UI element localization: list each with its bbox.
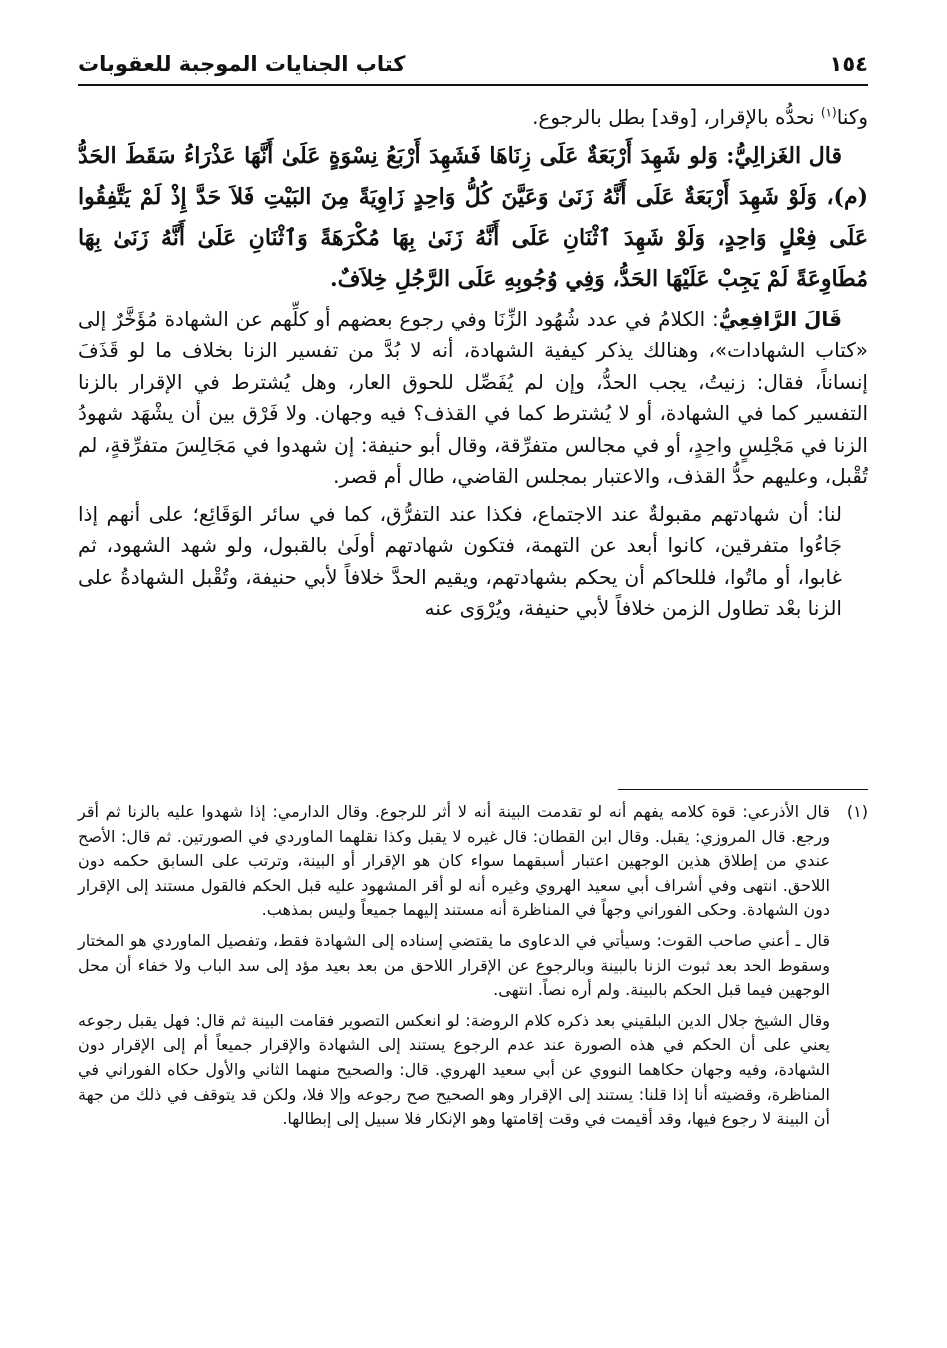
sharh-paragraph xyxy=(78,304,868,493)
opening-text: وكنا xyxy=(836,105,868,129)
running-header xyxy=(78,44,868,84)
main-text xyxy=(78,102,868,631)
book-title: كتاب الجنايات الموجبة للعقوبات xyxy=(78,52,406,76)
footnote-marker: (١) xyxy=(846,802,868,821)
footnote-item xyxy=(78,800,868,923)
sharh-text: : الكلامُ في عدد شُهُود الزِّنَا وفي رجوع بعضهم أو كلِّهم عن الشهادة مُؤَخَّرٌ إلى «كتاب الشهادات»، وهنالك يذكر كيفية الشهادة، أنه لا بُدَّ من تفسير الزنا بخلاف ما لو قَذَفَ إنساناً، فقال: زنيتُ، يجب الحدُّ، وإن لم يُفَصِّل للحوق العار، وهل يُشترط في الإقرار بالزنا التفسير كما في الشهادة، أو لا يُشترط كما في القذف؟ فيه وجهان. ولا فَرْق بين أن يشْهَد شهودُ الزنا في مَجْلِسٍ واحِدٍ، أو في مجالس متفرِّقة، وقال أبو حنيفة: إن شهدوا في مَجَالِسَ متفرِّقةٍ، لم تُقْبل، وعليهم حدُّ القذف، والاعتبار بمجلس القاضي، طال أم قصر. xyxy=(78,306,868,488)
matn-paragraph xyxy=(78,136,868,300)
argument-text: لنا: أن شهادتهم مقبولةٌ عند الاجتماع، فكذا عند التفرُّق، كما في سائر الوَقَائِع؛ على أنهم إذا جَاءُوا متفرقين، كانوا أبعد عن التهمة، فتكون شهادتهم أولَىٰ بالقبول، ولو شهد الشهود، ثم غابوا، أو ماتُوا، فللحاكم أن يحكم بشهادتهم، ويقيم الحدَّ خلافاً لأبي حنيفة، وتُقْبل الشهادةُ على الزنا بعْد تطاول الزمن خلافاً لأبي حنيفة، ويُرْوَى عنه xyxy=(78,501,842,620)
argument-paragraph xyxy=(78,499,868,625)
footnote-reference: (١) xyxy=(820,105,837,120)
matn-text: : وَلو شَهِدَ أَرْبَعَةٌ عَلَى زِنَاهَا فَشَهِدَ أَرْبَعُ نِسْوَةٍ عَلَىٰ أَنَّهَا عَذْرَاءُ سَقَطَ الحَدُّ (م)، وَلَوْ شَهِدَ أَرْبَعَةٌ عَلَى أَنَّهُ زَنَىٰ وَعَيَّنَ كُلُّ وَاحِدٍ زَاوِيَةً مِنَ البَيْتِ فَلاَ حَدَّ إِذْ لَمْ يَتَّفِقُوا عَلَى فِعْلٍ وَاحِدٍ، وَلَوْ شَهِدَ ٱثْنَانِ عَلَى أَنَّهُ زَنَىٰ بِهَا مُكْرَهَةً وَٱثْنَانِ عَلَىٰ أَنَّهُ زَنَىٰ بِهَا مُطَاوِعَةً لَمْ يَجِبْ عَلَيْهَا الحَدُّ، وَفِي وُجُوبِهِ عَلَى الرَّجُلِ خِلاَفٌ. xyxy=(78,142,868,292)
header-divider xyxy=(78,84,868,86)
footnote-divider xyxy=(618,789,868,790)
footnotes xyxy=(78,800,868,1138)
opening-paragraph xyxy=(78,102,868,134)
footnote-continuation: وقال الشيخ جلال الدين البلقيني بعد ذكره كلام الروضة: لو انعكس التصوير فقامت البينة ثم قال: فهل يقبل رجوعه يعني على أن الحكم في هذه الصورة عند عدم الرجوع يستند إلى الشهادة والإقرار جميعاً أم إلى الإقرار دون الشهادة، وفيه وجهان حكاهما النووي عن أبي سعيد الهروي. قال: والصحيح منهما الثاني والأول حكاه الفوراني في المناظرة، وقضيته أنا إذا قلنا: يستند إلى الإقرار وهو الصحيح صح رجوعه وإلا فلا، ولكن قد يتوقف في ذلك من جهة أن البينة لا رجوع فيها، وقد أقيمت في وقت إقامتها وهو الإنكار فلا سبيل إلى إبطالها. xyxy=(78,1010,830,1129)
footnote-text: قال الأذرعي: قوة كلامه يفهم أنه لو تقدمت البينة أنه لا أثر للرجوع. وقال الدارمي: إذا شهدوا عليه بالزنا ثم أقر ورجع. قال المروزي: يقبل. وقال ابن القطان: قال غيره لا يقبل وكذا نقلهما الماوردي في الصورتين. ثم قال: الأصح عندي من إطلاق هذين الوجهين اعتبار أسبقهما سواء كان هو الإقرار أو البينة، وترتب على السابق حكمه دون اللاحق. انتهى وفي أشراف أبي سعيد الهروي وغيره أنه لو أقر المشهود عليه قبل الحكم فالقول مستند إلى الإقرار دون الشهادة. وحكى الفوراني وجهاً في المناظرة أنه مستند إليهما جميعاً وليس بمذهب. xyxy=(78,802,830,920)
opening-text-continued: نحدُّه بالإقرار، [وقد] بطل بالرجوع. xyxy=(532,105,821,129)
sharh-speaker: قَالَ الرَّافِعِيُّ xyxy=(718,306,842,331)
matn-speaker: قال الغَزالِيُّ xyxy=(734,142,842,169)
page-number: ١٥٤ xyxy=(829,52,868,76)
footnote-continuation: قال ـ أعني صاحب القوت: وسيأتي في الدعاوى ما يقتضي إسناده إلى الشهادة فقط، وتفصيل الماوردي هو المختار وسقوط الحد بعد ثبوت الزنا بالبينة وبالرجوع عن الإقرار اللاحق من بعد بعيد مؤد إلى سد الباب ولا خفاء أن محل الوجهين فيما قبل الحكم بالبينة. ولم أره نصاً. انتهى. xyxy=(78,930,830,1000)
